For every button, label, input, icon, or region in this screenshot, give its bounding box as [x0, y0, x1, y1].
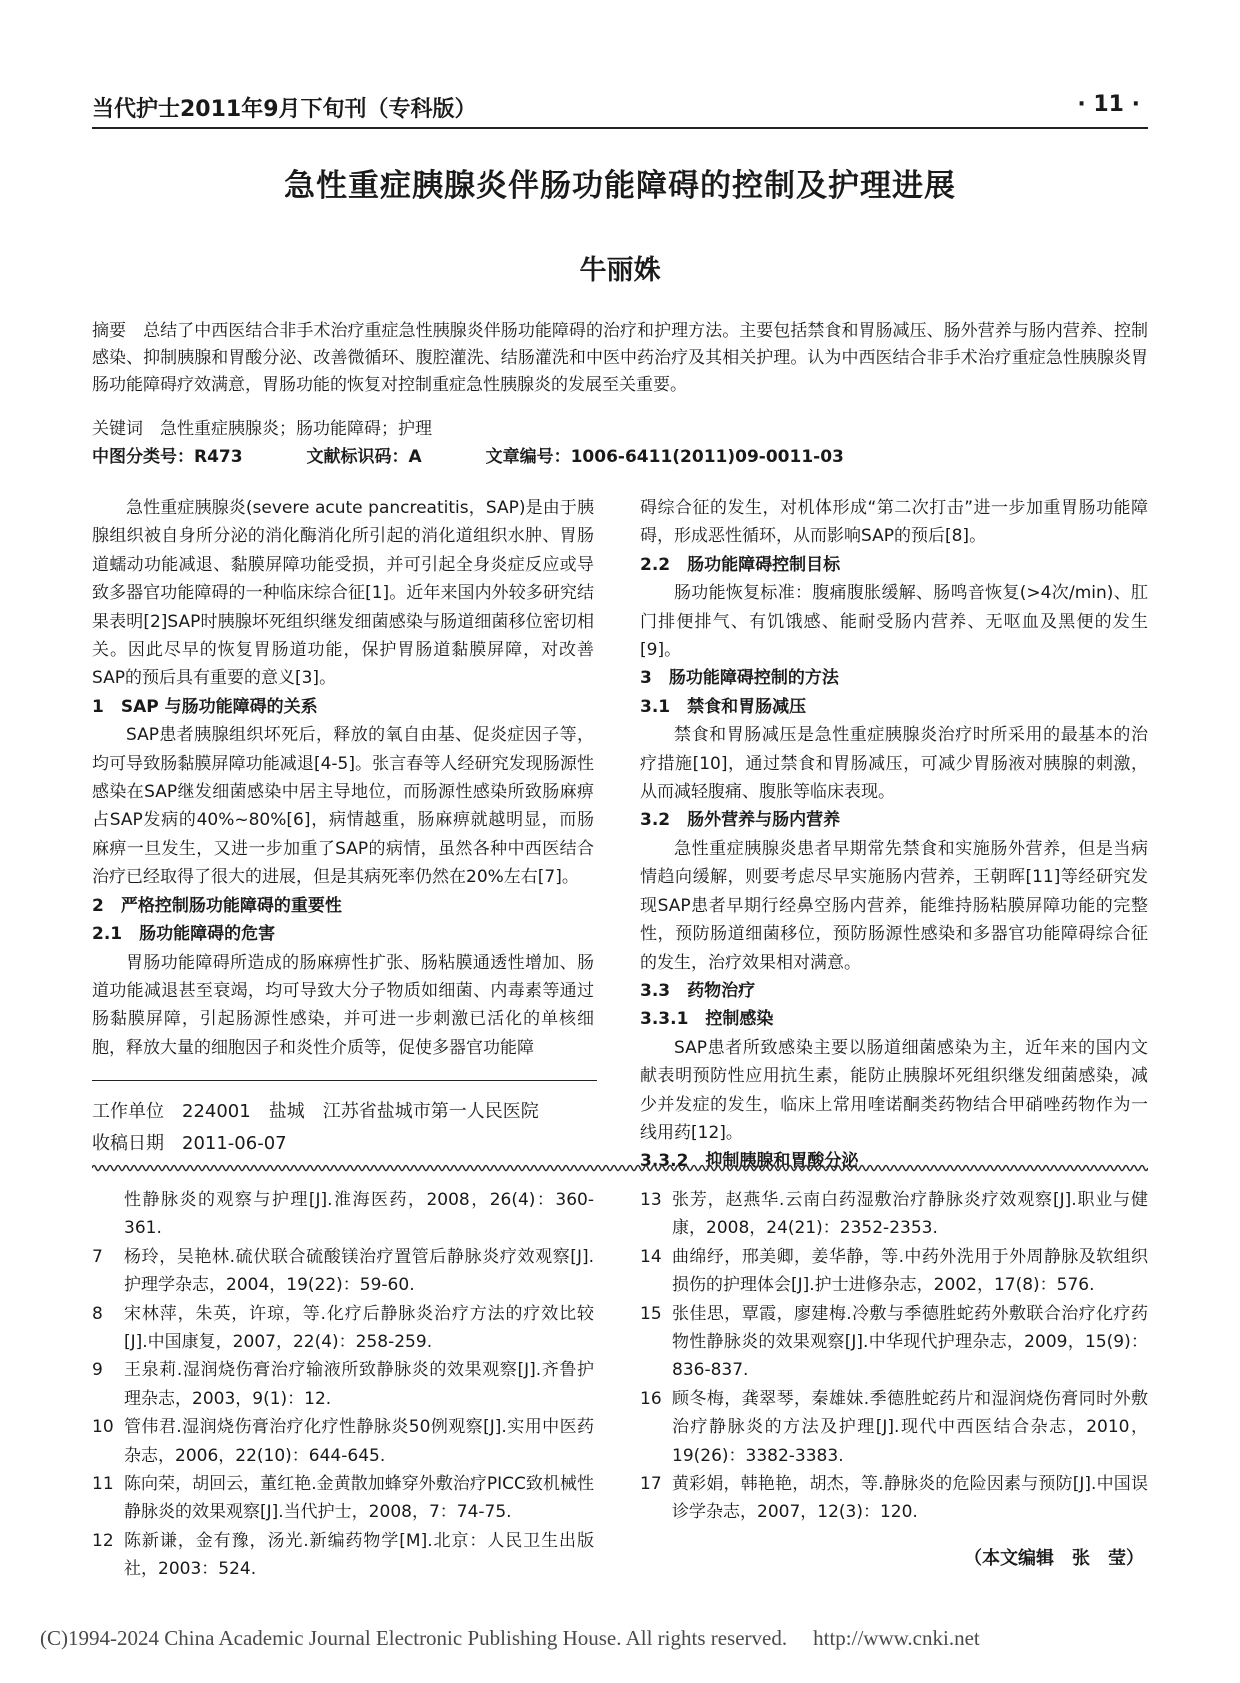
footnote: [92, 1096, 597, 1160]
reference-number: 10: [92, 1417, 114, 1438]
section-heading: 1 SAP 与肠功能障碍的关系: [92, 696, 318, 717]
reference-text: 宋林萍，朱英，许琼，等.化疗后静脉炎治疗方法的疗效比较[J].中国康复，2007，22(4)：258-259.: [124, 1303, 594, 1353]
reference-number: 8: [92, 1303, 103, 1324]
body-paragraph: 肠功能恢复标准：腹痛腹胀缓解、肠鸣音恢复(>4次/min)、肛门排便排气、有饥饿感、能耐受肠内营养、无呕血及黑便的发生[9]。: [640, 583, 1148, 661]
body-paragraph: SAP患者所致感染主要以肠道细菌感染为主，近年来的国内文献表明预防性应用抗生素，能防止胰腺坏死组织继发细菌感染，减少并发症的发生，临床上常用喹诺酮类药物结合甲硝唑药物作为一线用药[12]。: [640, 1037, 1148, 1143]
body-paragraph: 急性重症胰腺炎(severe acute pancreatitis，SAP)是由于胰腺组织被自身所分泌的消化酶消化所引起的消化道组织水肿、胃肠道蠕动功能减退、黏膜屏障功能受损，并可引起全身炎症反应或导致多器官功能障碍的一种临床综合征[1]。近年来国内外较多研究结果表明[2]SAP时胰腺坏死组织继发细菌感染与肠道细菌移位密切相关。因此尽早的恢复胃肠道功能，保护胃肠道黏膜屏障，对改善SAP的预后具有重要的意义[3]。: [92, 498, 594, 689]
body-paragraph: 碍综合征的发生，对机体形成“第二次打击”进一步加重胃肠功能障碍，形成恶性循环，从而影响SAP的预后[8]。: [640, 498, 1148, 547]
reference-text: 曲绵纾，邢美卿，姜华静，等.中药外洗用于外周静脉及软组织损伤的护理体会[J].护士进修杂志，2002，17(8)：576.: [672, 1246, 1148, 1296]
reference-item: [640, 1186, 1148, 1243]
reference-number: 13: [640, 1190, 662, 1210]
reference-text: 陈新谦，金有豫，汤光.新编药物学[M].北京：人民卫生出版社，2003：524.: [124, 1530, 594, 1580]
reference-number: 14: [640, 1246, 662, 1267]
reference-item: [640, 1243, 1148, 1300]
reference-text: 顾冬梅，龚翠琴，秦雄妹.季德胜蛇药片和湿润烧伤膏同时外敷治疗静脉炎的方法及护理[J].现代中西医结合杂志，2010，19(26)：3382-3383.: [672, 1388, 1148, 1466]
clc-number: 中图分类号：R473: [92, 447, 243, 467]
reference-number: [92, 1186, 124, 1243]
footnote-rule: [92, 1080, 597, 1081]
reference-number: 12: [92, 1530, 114, 1551]
reference-text: 管伟君.湿润烧伤膏治疗化疗性静脉炎50例观察[J].实用中医药杂志，2006，22(10)：644-645.: [124, 1417, 594, 1466]
editor-note: （本文编辑 张 莹）: [964, 1548, 1144, 1569]
classification-line: [92, 445, 1148, 469]
received-date: 收稿日期 2011-06-07: [92, 1133, 287, 1154]
body-paragraph: 禁食和胃肠减压是急性重症胰腺炎治疗时所采用的最基本的治疗措施[10]，通过禁食和胃肠减压，可减少胃肠液对胰腺的刺激，从而减轻腹痛、腹胀等临床表现。: [640, 725, 1148, 803]
reference-text: 杨玲，吴艳林.硫伏联合硫酸镁治疗置管后静脉炎疗效观察[J].护理学杂志，2004，19(22)：59-60.: [124, 1246, 594, 1296]
subsection-heading: 3.1 禁食和胃肠减压: [640, 696, 807, 717]
reference-text: 张佳思，覃霞，廖建梅.冷敷与季德胜蛇药外敷联合治疗化疗药物性静脉炎的效果观察[J].中华现代护理杂志，2009，15(9)：836-837.: [672, 1303, 1148, 1381]
reference-number: 17: [640, 1474, 662, 1495]
reference-item: [640, 1300, 1148, 1385]
copyright-text: (C)1994-2024 China Academic Journal Electronic Publishing House. All rights reserved.: [40, 1626, 788, 1650]
wavy-divider: [92, 1162, 1148, 1174]
subsection-heading: 3.2 肠外营养与肠内营养: [640, 810, 841, 831]
reference-number: 15: [640, 1303, 662, 1324]
abstract: 摘要 总结了中西医结合非手术治疗重症急性胰腺炎伴肠功能障碍的治疗和护理方法。主要包括禁食和胃肠减压、肠外营养与肠内营养、控制感染、抑制胰腺和胃酸分泌、改善微循环、腹腔灌洗、结肠灌洗和中医中药治疗及其相关护理。认为中西医结合非手术治疗重症急性胰腺炎胃肠功能障碍疗效满意，胃肠功能的恢复对控制重症急性胰腺炎的发展至关重要。: [92, 321, 1148, 395]
subsection-heading: 3.3.1 控制感染: [640, 1009, 774, 1030]
body-paragraph: 胃肠功能障碍所造成的肠麻痹性扩张、肠粘膜通透性增加、肠道功能减退甚至衰竭，均可导致大分子物质如细菌、内毒素等通过肠黏膜屏障，引起肠源性感染，并可进一步刺激已活化的单核细胞，释放大量的细胞因子和炎性介质等，促使多器官功能障: [92, 952, 594, 1058]
reference-number: 11: [92, 1474, 114, 1495]
header-rule: [92, 127, 1148, 129]
reference-item: [640, 1470, 1148, 1527]
copyright-line: [40, 1626, 980, 1651]
reference-text: 陈向荣，胡回云，董红艳.金黄散加蜂穿外敷治疗PICC致机械性静脉炎的效果观察[J].当代护士，2008，7：74-75.: [124, 1474, 594, 1523]
journal-header: 当代护士2011年9月下旬刊（专科版）: [92, 97, 477, 122]
document-code: 文献标识码：A: [306, 447, 422, 467]
reference-item: [92, 1243, 594, 1300]
reference-number: 7: [92, 1246, 103, 1267]
reference-text: 张芳，赵燕华.云南白药湿敷治疗静脉炎疗效观察[J].职业与健康，2008，24(21)：2352-2353.: [672, 1190, 1148, 1239]
reference-list-right: [640, 1186, 1148, 1527]
reference-text: 王泉莉.湿润烧伤膏治疗输液所致静脉炎的效果观察[J].齐鲁护理杂志，2003，9(1)：12.: [124, 1360, 594, 1409]
section-heading: 3 肠功能障碍控制的方法: [640, 668, 839, 689]
reference-number: 9: [92, 1360, 103, 1381]
reference-text: 黄彩娟，韩艳艳，胡杰，等.静脉炎的危险因素与预防[J].中国误诊学杂志，2007，12(3)：120.: [672, 1474, 1148, 1523]
section-heading: 2 严格控制肠功能障碍的重要性: [92, 895, 342, 916]
reference-number: 16: [640, 1388, 662, 1409]
article-title: 急性重症胰腺炎伴肠功能障碍的控制及护理进展: [284, 168, 956, 204]
reference-item: [92, 1186, 594, 1243]
keywords: 关键词 急性重症胰腺炎；肠功能障碍；护理: [92, 419, 432, 439]
page-number: · 11 ·: [1077, 92, 1140, 117]
cnki-link[interactable]: http://www.cnki.net: [813, 1626, 980, 1650]
body-paragraph: 急性重症胰腺炎患者早期常先禁食和实施肠外营养，但是当病情趋向缓解，则要考虑尽早实施肠内营养，王朝晖[11]等经研究发现SAP患者早期行经鼻空肠内营养，能维持肠粘膜屏障功能的完整性，预防肠道细菌移位，预防肠源性感染和多器官功能障碍综合征的发生，治疗效果相对满意。: [640, 838, 1148, 973]
body-paragraph: SAP患者胰腺组织坏死后，释放的氧自由基、促炎症因子等，均可导致肠黏膜屏障功能减退[4-5]。张言春等人经研究发现肠源性感染在SAP继发细菌感染中居主导地位，而肠源性感染所致肠麻痹占SAP发病的40%~80%[6]，病情越重，肠麻痹就越明显，而肠麻痹一旦发生，又进一步加重了SAP的病情，虽然各种中西医结合治疗已经取得了很大的进展，但是其病死率仍然在20%左右[7]。: [92, 725, 594, 888]
body-column-left: [92, 494, 594, 1062]
reference-text: 性静脉炎的观察与护理[J].淮海医药，2008，26(4)：360-361.: [124, 1190, 594, 1239]
reference-item: [92, 1300, 594, 1357]
reference-item: [640, 1385, 1148, 1470]
reference-list-left: [92, 1186, 594, 1584]
subsection-heading: 3.3.2 抑制胰腺和胃酸分泌: [640, 1151, 859, 1172]
subsection-heading: 2.1 肠功能障碍的危害: [92, 924, 276, 945]
subsection-heading: 2.2 肠功能障碍控制目标: [640, 554, 841, 575]
subsection-heading: 3.3 药物治疗: [640, 980, 756, 1001]
reference-item: [92, 1527, 594, 1584]
body-column-right: [640, 494, 1148, 1176]
article-author: 牛丽姝: [579, 255, 661, 286]
affiliation: 工作单位 224001 盐城 江苏省盐城市第一人民医院: [92, 1101, 539, 1122]
reference-item: [92, 1356, 594, 1413]
article-number: 文章编号：1006-6411(2011)09-0011-03: [485, 447, 844, 467]
reference-item: [92, 1470, 594, 1527]
reference-item: [92, 1413, 594, 1470]
